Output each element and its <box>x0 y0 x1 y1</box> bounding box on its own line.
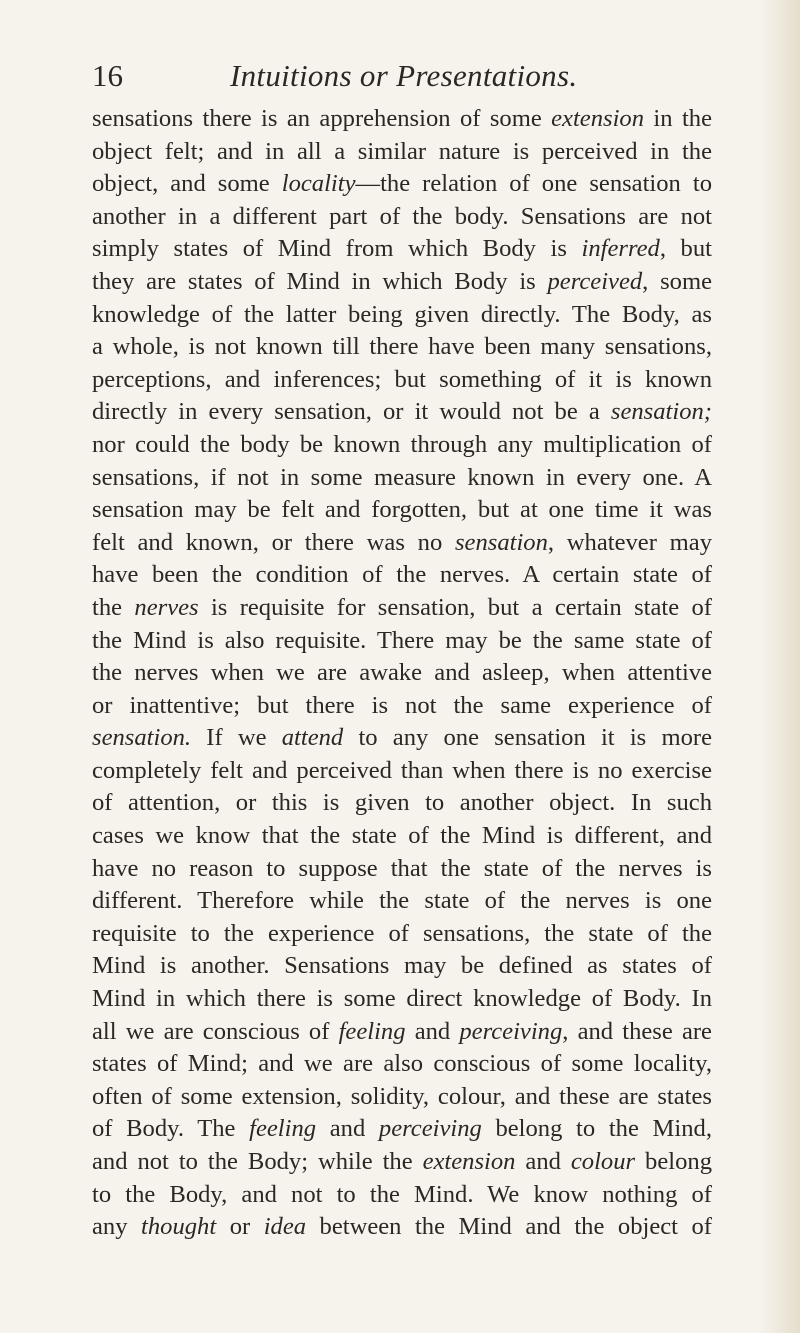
text-run: of attention, or this is given to another object. In such <box>92 789 712 817</box>
text-line <box>92 1048 712 1081</box>
italic-text-run: thought <box>141 1213 217 1241</box>
text-run: have been the condition of the nerves. A certain state of <box>92 561 712 589</box>
text-line <box>92 1211 712 1244</box>
italic-text-run: sensation. <box>92 724 192 752</box>
text-run: cases we know that the state of the Mind is different, and <box>92 822 712 850</box>
italic-text-run: feeling <box>338 1017 406 1045</box>
italic-text-run: perceiving <box>378 1115 482 1143</box>
text-run: have no reason to suppose that the state of the nerves is <box>92 854 712 882</box>
text-line <box>92 136 712 169</box>
text-line <box>92 233 712 266</box>
text-line <box>92 201 712 234</box>
text-line <box>92 885 712 918</box>
text-line <box>92 527 712 560</box>
italic-text-run: attend <box>281 724 344 752</box>
italic-text-run: inferred <box>581 235 660 263</box>
text-run: , but <box>659 235 712 263</box>
text-line <box>92 331 712 364</box>
text-line <box>92 1016 712 1049</box>
text-run: sensations there is an apprehension of some <box>92 105 552 132</box>
text-run: , whatever may <box>547 528 712 556</box>
text-run: knowledge of the latter being given directly. The Body, as <box>92 300 712 328</box>
text-run: and <box>515 1148 571 1175</box>
text-run: —the relation of one sensation to <box>355 170 713 198</box>
page-number: 16 <box>92 58 123 93</box>
text-run: Mind in which there is some direct knowledge of Body. In <box>92 985 712 1013</box>
text-line <box>92 1179 712 1212</box>
text-line <box>92 1146 712 1179</box>
text-run: nor could the body be known through any multiplication of <box>92 430 712 458</box>
text-run: between the Mind and the object of <box>306 1213 712 1241</box>
text-line <box>92 722 712 755</box>
text-line <box>92 1081 712 1114</box>
italic-text-run: perceiving <box>459 1017 563 1045</box>
text-line <box>92 103 712 136</box>
text-run: and <box>405 1017 460 1045</box>
text-run: different. Therefore while the state of the nerves is one <box>92 887 712 915</box>
text-run: another in a different part of the body. Sensations are not <box>92 202 712 230</box>
text-line <box>92 690 712 723</box>
italic-text-run: sensation; <box>610 398 712 426</box>
text-line <box>92 559 712 592</box>
text-line <box>92 787 712 820</box>
text-line <box>92 494 712 527</box>
text-run: object, and some <box>92 170 282 198</box>
text-run: to any one sensation it is more <box>343 724 712 752</box>
italic-text-run: colour <box>570 1148 636 1175</box>
running-title: Intuitions or Presentations. <box>230 58 578 93</box>
text-run: and not to the Body; while the <box>92 1148 423 1175</box>
text-run: , some <box>642 267 712 295</box>
italic-text-run: extension <box>551 105 645 132</box>
text-line <box>92 853 712 886</box>
text-run: to the Body, and not to the Mind. We know nothing of <box>92 1180 712 1208</box>
italic-text-run: feeling <box>249 1115 317 1143</box>
text-line <box>92 820 712 853</box>
text-run: belong <box>635 1148 712 1175</box>
text-run: perceptions, and inferences; but something of it is known <box>92 365 712 393</box>
text-line <box>92 364 712 397</box>
text-line <box>92 918 712 951</box>
text-run: and <box>316 1115 379 1143</box>
text-line <box>92 657 712 690</box>
text-run: object felt; and in all a similar nature is perceived in the <box>92 137 712 165</box>
text-run: the nerves when we are awake and asleep, when attentive <box>92 659 712 687</box>
text-line <box>92 755 712 788</box>
italic-text-run: sensation <box>454 528 548 556</box>
text-line <box>92 396 712 429</box>
text-run: , and these are <box>562 1017 712 1045</box>
text-line <box>92 592 712 625</box>
page-header <box>92 56 712 96</box>
text-run: all we are conscious of <box>92 1017 339 1045</box>
text-line <box>92 950 712 983</box>
text-run: If we <box>191 724 282 752</box>
text-line <box>92 266 712 299</box>
text-run: simply states of Mind from which Body is <box>92 235 582 263</box>
italic-text-run: perceived <box>547 267 643 295</box>
text-run: directly in every sensation, or it would not be a <box>92 398 611 426</box>
text-run: a whole, is not known till there have been many sensations, <box>92 333 712 361</box>
text-run: or inattentive; but there is not the same experience of <box>92 691 712 719</box>
text-run: the <box>92 593 135 621</box>
text-line <box>92 462 712 495</box>
text-line <box>92 429 712 462</box>
text-run: in the <box>644 105 712 132</box>
italic-text-run: extension <box>422 1148 516 1175</box>
italic-text-run: locality <box>281 170 356 198</box>
text-line <box>92 1113 712 1146</box>
text-run: felt and known, or there was no <box>92 528 455 556</box>
text-run: they are states of Mind in which Body is <box>92 267 548 295</box>
page-edge-shadow <box>760 0 800 1333</box>
text-line <box>92 983 712 1016</box>
text-run: completely felt and perceived than when there is no exercise <box>92 756 712 784</box>
text-run: any <box>92 1213 142 1241</box>
text-run: states of Mind; and we are also conscious of some locality, <box>92 1050 712 1078</box>
text-line <box>92 299 712 332</box>
text-run: of Body. The <box>92 1115 250 1143</box>
italic-text-run: idea <box>263 1213 307 1241</box>
body-text <box>92 103 712 1244</box>
italic-text-run: nerves <box>134 593 199 621</box>
text-run: belong to the Mind, <box>481 1115 713 1143</box>
text-run: Mind is another. Sensations may be defined as states of <box>92 952 712 980</box>
text-line <box>92 625 712 658</box>
text-line <box>92 168 712 201</box>
text-run: the Mind is also requisite. There may be the same state of <box>92 626 712 654</box>
text-run: is requisite for sensation, but a certain state of <box>198 593 712 621</box>
text-run: sensation may be felt and forgotten, but at one time it was <box>92 496 712 524</box>
text-run: sensations, if not in some measure known in every one. A <box>92 463 712 491</box>
text-run: requisite to the experience of sensations, the state of the <box>92 919 712 947</box>
text-run: or <box>216 1213 264 1241</box>
text-run: often of some extension, solidity, colour, and these are states <box>92 1082 712 1110</box>
